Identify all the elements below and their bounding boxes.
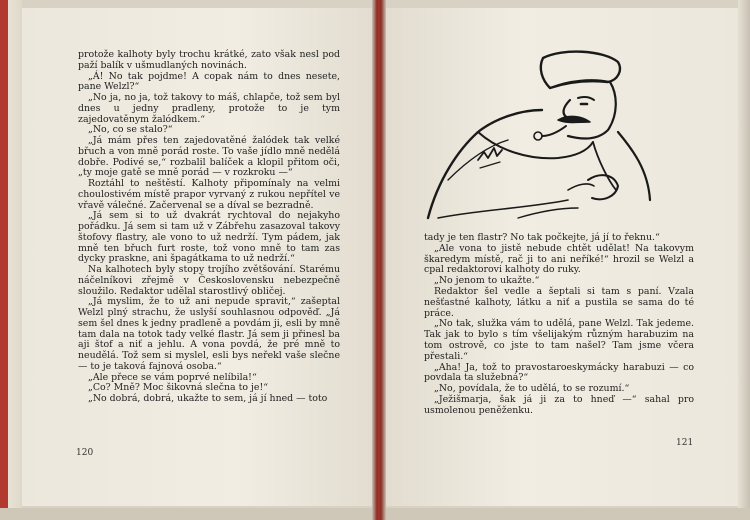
paragraph: „Já sem si to už dvakrát rychtoval do nejakyho pořádku. Já sem si tam už v Zábřehu zasazoval takovy štofovy flastry, ale vono to už nedrží. Tym pádem, jak mně ten břuch furt roste, tož vono mně to tam zas dycky praskne, ani špagátkama to už nedrží.“ — [78, 210, 340, 265]
paragraph: „No, povídala, že to udělá, to se rozumí.“ — [434, 383, 630, 395]
right-page-text — [424, 233, 694, 417]
book-left-edge — [0, 0, 22, 520]
paragraph: „No, co se stalo?“ — [88, 124, 173, 136]
illustration-man-with-trousers — [418, 40, 668, 225]
paragraph: „Ale přece se vám poprvé nelíbila!“ — [88, 371, 257, 383]
paragraph: Roztáhl to neštěstí. Kalhoty připomínaly na velmi choulostivém místě prapor vyrvaný z rukou nepřítel ve vřavě válečné. Začervenal se a díval se bezradně. — [78, 178, 340, 211]
paragraph: „Ale vona to jistě nebude chtět udělat! Na takovym škaredym místě, rač ji to ani neříké!“ hrozil se Welzl a cpal redaktorovi kalhoty do ruky. — [424, 242, 694, 276]
paragraph: „No ja, no ja, tož takovy to máš, chlapče, tož sem byl dnes u jedny pradleny, protože to je tym zajedovatěnym žalódkem.“ — [78, 92, 340, 125]
paragraph: „Aha! Ja, tož to pravostaroeskymácky harabuzi — co povdala ta služebná?“ — [424, 361, 694, 384]
paragraph: „Já mám přes ten zajedovatěné žalódek tak velké břuch a von mně porád roste. To vaše jídlo mně nedělá dobře. Podivé se,“ rozbalil balíček a klopil přitom oči, „ty moje gatě se mně porád — v rozkroku —“ — [78, 135, 340, 179]
paragraph: „No dobrá, dobrá, ukažte to sem, já jí hned — toto — [88, 393, 328, 404]
paragraph: „Ježišmarja, šak já ji za to hneď —“ sahal pro usmolenou peněženku. — [424, 393, 694, 416]
paragraph: Na kalhotech byly stopy trojího zvětšování. Starému náčelníkovi zřejmě v Československu nebezpečně sloužilo. Redaktor udělal starostlivý obličej. — [78, 264, 340, 297]
paragraph: protože kalhoty byly trochu krátké, zato však nesl pod paží balík v ušmudlaných novinách. — [78, 49, 340, 71]
paragraph: Redaktor šel vedle a šeptali si tam s paní. Vzala nešťastné kalhoty, látku a niť a pustila se sama do té práce. — [424, 285, 694, 319]
paragraph: „Co? Mně? Moc šikovná slečna to je!“ — [88, 382, 269, 394]
left-page-text — [78, 50, 340, 405]
page-number-right: 121 — [676, 438, 694, 448]
paragraph: „No jenom to ukažte.“ — [434, 275, 540, 287]
paragraph: tady je ten flastr? No tak počkejte, já jí to řeknu.“ — [424, 232, 660, 243]
paragraph: „Á! No tak pojdme! A copak nám to dnes nesete, pane Welzl?“ — [78, 70, 340, 93]
paragraph: „No tak, služka vám to udělá, pane Welzl. Tak jedeme. Tak jak to bylo s tím všelijakým různým harabuzim na tom ostrově, co jste to tam našel? Tam jsme včera přestali.“ — [424, 318, 694, 362]
book-gutter — [372, 0, 386, 520]
page-number-left: 120 — [76, 448, 94, 458]
paragraph: „Já myslim, že to už ani nepude spravit,“ zašeptal Welzl plný strachu, že uslyší souhlasnou odpověď. „Já sem šel dnes k jedny pradleně a povdám ji, esli by mně tam dala na totok tady velké flastr. Já sem ji přinesl ba aji štof a niť a jehlu. A vona povdá, že pré mně to neudělá. Tož sem si myslel, esli bys neřekl vaše slečne — to je taková fajnová osoba.“ — [78, 296, 340, 372]
book-right-edge — [738, 0, 750, 520]
